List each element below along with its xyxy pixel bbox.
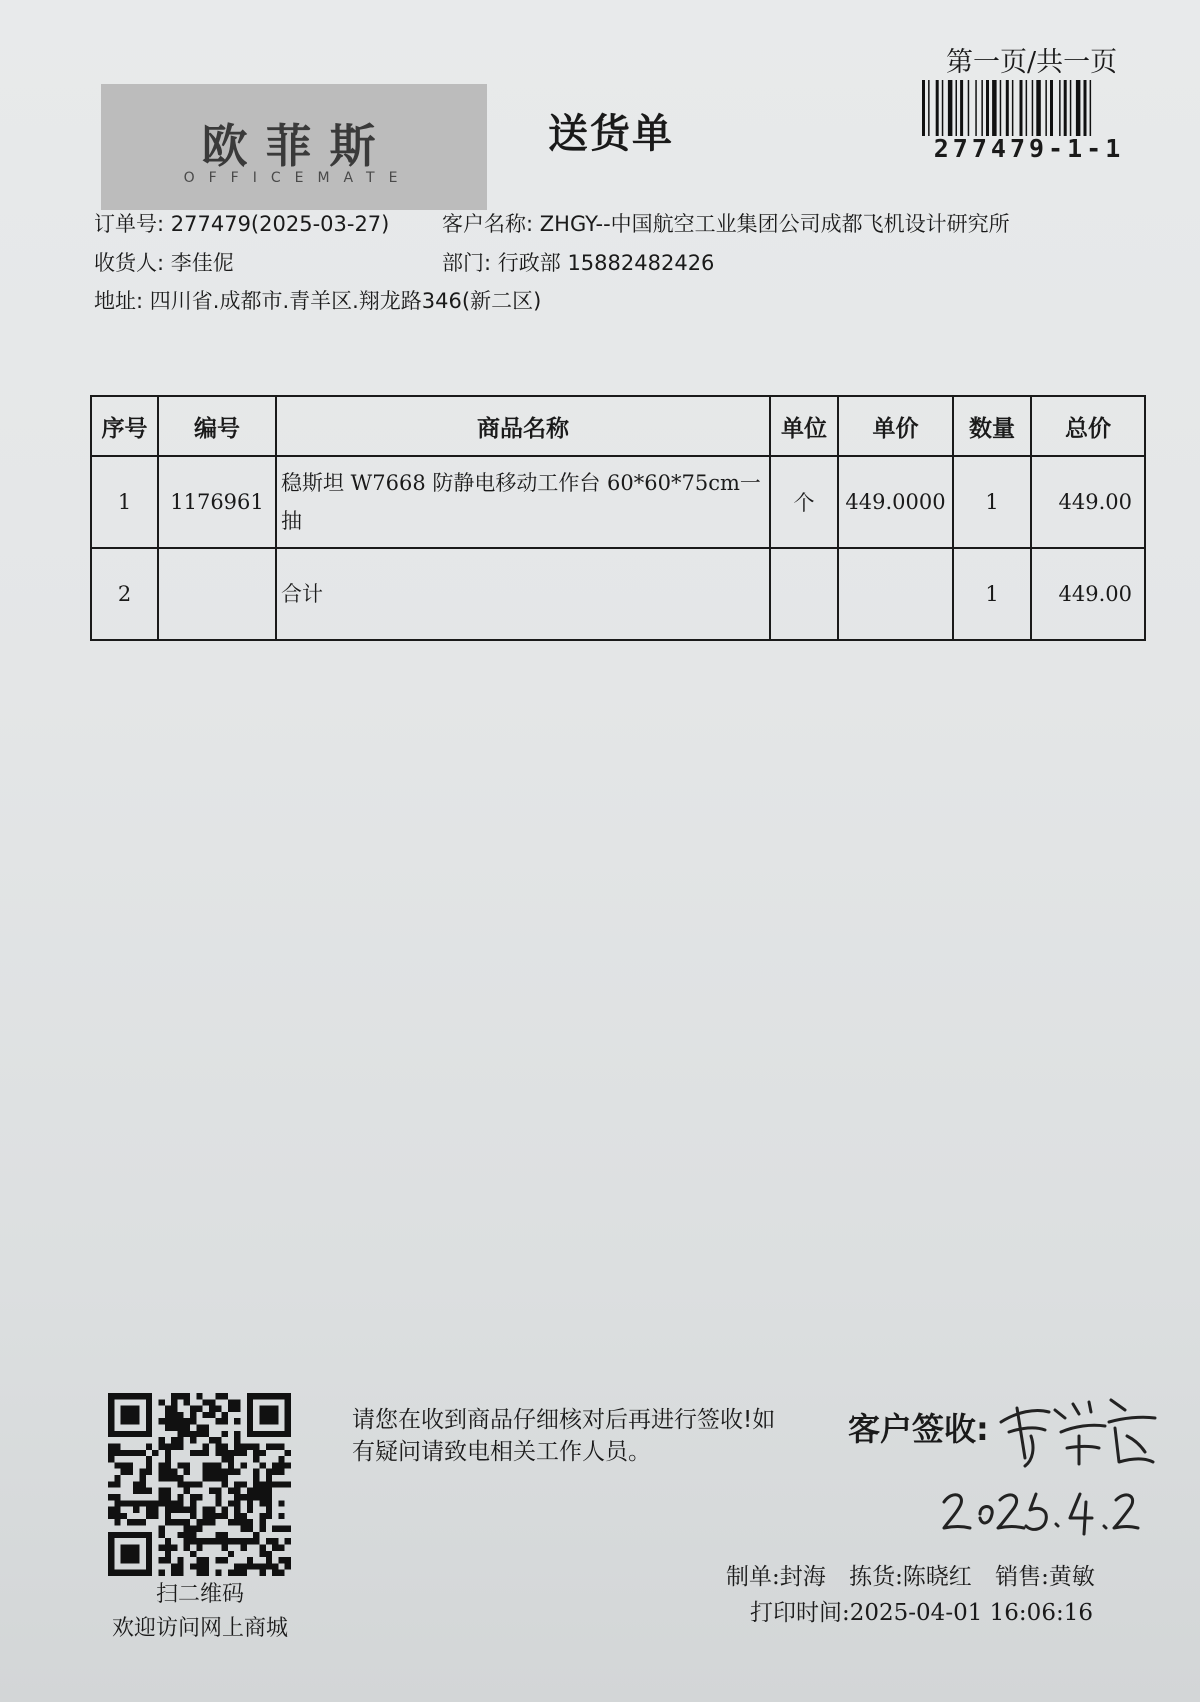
- qr-caption: [92, 1578, 308, 1646]
- cell-quantity: 1: [953, 548, 1031, 640]
- address-value: 四川省.成都市.青羊区.翔龙路346(新二区): [149, 289, 542, 313]
- qr-caption-mall: 欢迎访问网上商城: [111, 1616, 288, 1641]
- qr-caption-scan: 扫二维码: [155, 1582, 244, 1607]
- cell-unit-price: 449.0000: [838, 456, 953, 548]
- page-info: 第一页/共一页: [946, 47, 1118, 78]
- print-time: 打印时间:2025-04-01 16:06:16: [750, 1600, 1093, 1626]
- column-header: 编号: [158, 396, 276, 456]
- logo-english-text: OFFICEMATE: [183, 170, 412, 186]
- qr-code-icon: [108, 1393, 291, 1576]
- cell-seq: 1: [91, 456, 158, 548]
- column-header: 总价: [1031, 396, 1145, 456]
- document-title: 送货单: [548, 111, 674, 157]
- logo-chinese-text: 欧菲斯: [201, 119, 394, 173]
- cell-seq: 2: [91, 548, 158, 640]
- table-header-row: [91, 396, 1145, 456]
- department: [442, 247, 714, 277]
- department-label: 部门:: [442, 251, 492, 275]
- customer-name: [442, 208, 1010, 238]
- address-label: 地址:: [94, 289, 144, 313]
- department-value: 行政部 15882482426: [497, 251, 715, 275]
- table-row: [91, 456, 1145, 548]
- sales: 销售:黄敏: [995, 1564, 1095, 1590]
- barcode-number: 277479-1-1: [933, 134, 1125, 163]
- column-header: 单位: [770, 396, 838, 456]
- cell-unit: 个: [770, 456, 838, 548]
- address: [94, 285, 541, 315]
- order-number-label: 订单号:: [94, 212, 165, 236]
- cell-code: 1176961: [158, 456, 276, 548]
- cell-total: 449.00: [1031, 456, 1145, 548]
- maker: 制单:封海: [726, 1564, 826, 1590]
- staff-info: [726, 1558, 1111, 1591]
- cell-product-name: 稳斯坦 W7668 防静电移动工作台 60*60*75cm一抽: [276, 456, 770, 548]
- order-number-value: 277479(2025-03-27): [170, 212, 390, 236]
- cell-total: 449.00: [1031, 548, 1145, 640]
- customer-name-value: ZHGY--中国航空工业集团公司成都飞机设计研究所: [539, 212, 1010, 236]
- handwritten-signature: [995, 1388, 1160, 1470]
- receipt-notice: 请您在收到商品仔细核对后再进行签收!如有疑问请致电相关工作人员。: [352, 1407, 776, 1465]
- column-header: 商品名称: [276, 396, 770, 456]
- picker: 拣货:陈晓红: [849, 1564, 972, 1590]
- receiver-value: 李佳伲: [170, 251, 234, 275]
- column-header: 单价: [838, 396, 953, 456]
- cell-product-name: 合计: [276, 548, 770, 640]
- items-table: [90, 395, 1146, 641]
- company-logo: [101, 84, 487, 210]
- customer-name-label: 客户名称:: [442, 212, 534, 236]
- receiver: [94, 247, 234, 277]
- column-header: 序号: [91, 396, 158, 456]
- column-header: 数量: [953, 396, 1031, 456]
- cell-unit-price: [838, 548, 953, 640]
- barcode-icon: [922, 80, 1136, 136]
- receiver-label: 收货人:: [94, 251, 165, 275]
- handwritten-date: [940, 1480, 1140, 1542]
- cell-unit: [770, 548, 838, 640]
- order-number: [94, 208, 389, 238]
- customer-sign-label: 客户签收:: [848, 1410, 989, 1448]
- cell-code: [158, 548, 276, 640]
- table-row: [91, 548, 1145, 640]
- cell-quantity: 1: [953, 456, 1031, 548]
